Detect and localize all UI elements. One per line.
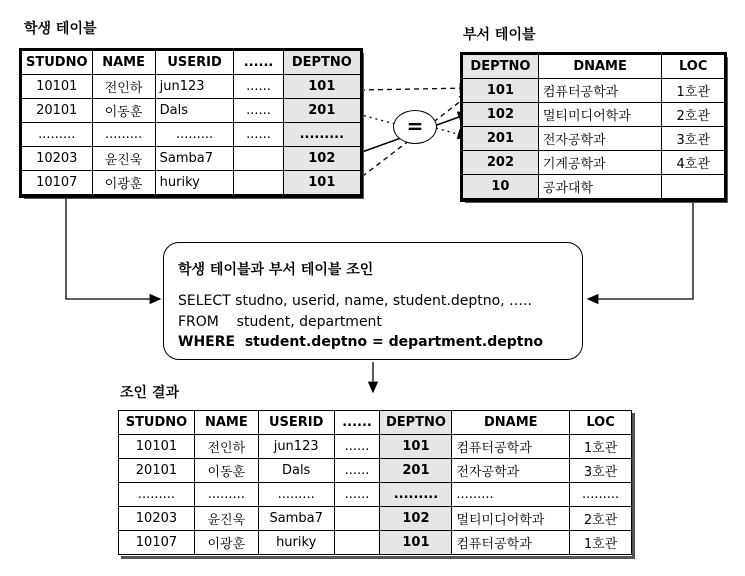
table-cell: ......... <box>570 483 632 507</box>
table-cell: 10107 <box>119 531 195 555</box>
table-cell: 10203 <box>22 147 93 171</box>
sql-from-line: FROM student, department <box>178 314 382 330</box>
table-cell: 윤진욱 <box>92 147 155 171</box>
result-header-row <box>119 411 632 435</box>
table-cell: 10107 <box>22 171 93 195</box>
column-header: STUDNO <box>119 411 195 435</box>
table-cell: 컴퓨터공학과 <box>452 531 570 555</box>
join-title: 학생 테이블과 부서 테이블 조인 <box>178 262 374 278</box>
table-cell: 201 <box>283 99 360 123</box>
table-cell: 20101 <box>22 99 93 123</box>
table-cell: 202 <box>463 151 539 175</box>
arrow-101-to-101 <box>360 88 470 90</box>
table-cell: 컴퓨터공학과 <box>538 79 662 103</box>
table-cell: 컴퓨터공학과 <box>452 435 570 459</box>
table-cell: 3호관 <box>662 127 725 151</box>
table-cell: 이동훈 <box>194 459 258 483</box>
table-cell: Dals <box>258 459 334 483</box>
table-cell: 20101 <box>119 459 195 483</box>
student-table-frame <box>19 48 363 198</box>
table-cell: huriky <box>258 531 334 555</box>
table-cell: Dals <box>155 99 234 123</box>
table-row <box>119 459 632 483</box>
sql-select-line: SELECT studno, userid, name, student.deptno, ….. <box>178 293 532 309</box>
result-table <box>118 410 632 555</box>
table-cell: 1호관 <box>570 435 632 459</box>
column-header: LOC <box>662 55 725 79</box>
arrow-dept-to-join <box>588 202 693 299</box>
sql-where-line: WHERE student.deptno = department.deptno <box>178 334 544 350</box>
table-cell: 이광훈 <box>92 171 155 195</box>
table-cell: huriky <box>155 171 234 195</box>
table-cell: 10101 <box>119 435 195 459</box>
column-header: USERID <box>155 51 234 75</box>
table-cell: 전자공학과 <box>538 127 662 151</box>
table-cell: 전인하 <box>92 75 155 99</box>
table-cell: 1호관 <box>570 531 632 555</box>
column-header: LOC <box>570 411 632 435</box>
table-cell: ......... <box>92 123 155 147</box>
table-cell: 101 <box>380 435 452 459</box>
table-cell: ...... <box>234 99 283 123</box>
table-cell: Samba7 <box>258 507 334 531</box>
column-header: DEPTNO <box>463 55 539 79</box>
table-cell: 102 <box>463 103 539 127</box>
table-cell: 기계공학과 <box>538 151 662 175</box>
table-row <box>119 435 632 459</box>
table-cell: 101 <box>283 75 360 99</box>
column-header: NAME <box>92 51 155 75</box>
column-header: DEPTNO <box>380 411 452 435</box>
column-header: USERID <box>258 411 334 435</box>
result-table-title: 조인 결과 <box>120 385 179 401</box>
column-header: DNAME <box>538 55 662 79</box>
table-cell: 3호관 <box>570 459 632 483</box>
table-cell: ...... <box>334 459 380 483</box>
join-query-box <box>163 242 583 360</box>
table-cell: ......... <box>452 483 570 507</box>
table-cell: ......... <box>119 483 195 507</box>
column-header: ...... <box>334 411 380 435</box>
student-table-title: 학생 테이블 <box>24 21 97 37</box>
table-cell: 2호관 <box>570 507 632 531</box>
equals-symbol: = <box>393 110 437 144</box>
table-cell: 10 <box>463 175 539 199</box>
table-cell: ......... <box>380 483 452 507</box>
table-row <box>119 531 632 555</box>
column-header: NAME <box>194 411 258 435</box>
table-row <box>119 507 632 531</box>
arrow-student-to-join <box>66 197 160 299</box>
table-cell: 이광훈 <box>194 531 258 555</box>
table-cell: ...... <box>334 483 380 507</box>
table-cell: Samba7 <box>155 147 234 171</box>
table-cell: ...... <box>334 435 380 459</box>
table-cell: ......... <box>258 483 334 507</box>
table-cell: ......... <box>155 123 234 147</box>
table-cell: 201 <box>463 127 539 151</box>
table-cell: 101 <box>380 531 452 555</box>
table-cell <box>334 531 380 555</box>
table-row <box>119 483 632 507</box>
table-cell: jun123 <box>155 75 234 99</box>
dept-table-title: 부서 테이블 <box>463 27 536 43</box>
dept-table-frame <box>460 52 727 202</box>
table-cell: 공과대학 <box>538 175 662 199</box>
table-cell: ...... <box>234 75 283 99</box>
table-cell: 이동훈 <box>92 99 155 123</box>
table-cell: ......... <box>22 123 93 147</box>
table-cell: ...... <box>234 123 283 147</box>
column-header: ...... <box>234 51 283 75</box>
table-cell: 윤진욱 <box>194 507 258 531</box>
table-cell: 전자공학과 <box>452 459 570 483</box>
table-cell: 102 <box>283 147 360 171</box>
column-header: DNAME <box>452 411 570 435</box>
arrow-201-to-201 <box>358 114 395 124</box>
table-cell: 10203 <box>119 507 195 531</box>
table-cell: 멀티미디어학과 <box>452 507 570 531</box>
table-cell: 101 <box>463 79 539 103</box>
table-cell <box>334 507 380 531</box>
table-cell: 10101 <box>22 75 93 99</box>
table-cell: ......... <box>194 483 258 507</box>
column-header: DEPTNO <box>283 51 360 75</box>
table-cell: 102 <box>380 507 452 531</box>
table-cell: 1호관 <box>662 79 725 103</box>
table-cell: 전인하 <box>194 435 258 459</box>
table-cell: 101 <box>283 171 360 195</box>
column-header: STUDNO <box>22 51 93 75</box>
table-cell: jun123 <box>258 435 334 459</box>
table-cell: 4호관 <box>662 151 725 175</box>
table-cell: ......... <box>283 123 360 147</box>
table-cell: 2호관 <box>662 103 725 127</box>
table-cell: 201 <box>380 459 452 483</box>
table-cell: 멀티미디어학과 <box>538 103 662 127</box>
